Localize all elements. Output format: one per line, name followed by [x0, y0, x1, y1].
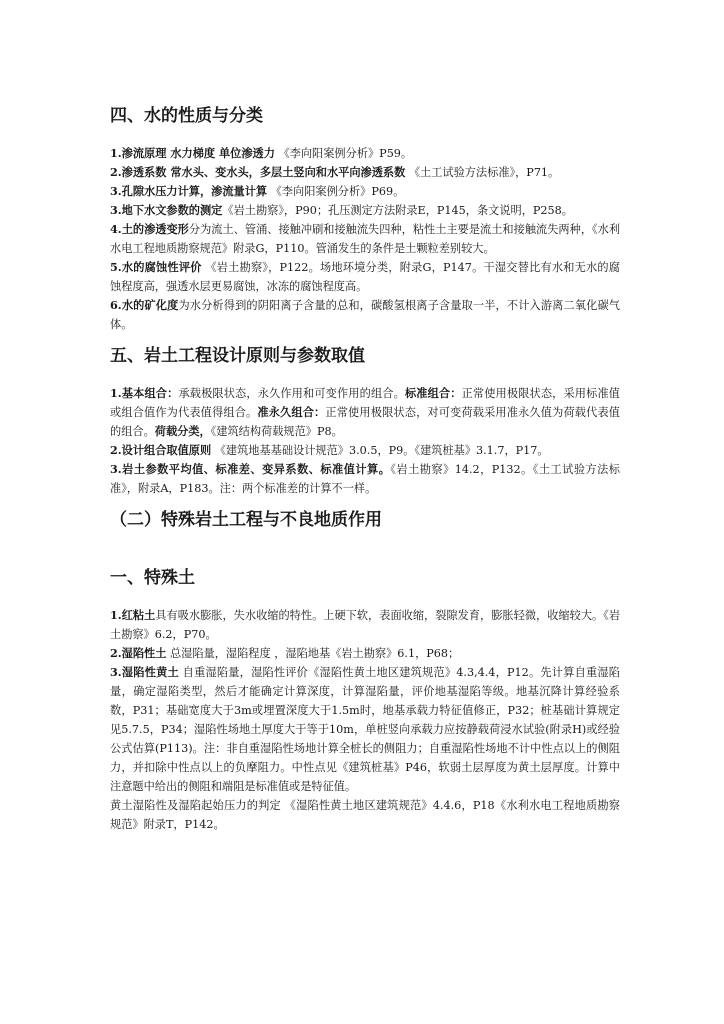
bold-term: 标准组合：: [404, 386, 462, 400]
bold-term: 3.孔隙水压力计算，渗流量计算: [110, 184, 268, 198]
paragraph: [110, 460, 620, 498]
paragraph-text: 《土工试验方法标准》，P71。: [405, 166, 560, 179]
paragraph-text: 自重湿陷量，湿陷性评价《湿陷性黄土地区建筑规范》4.3,4.4，P12。先计算自重湿陷量，确定湿陷类型，然后才能确定计算深度，计算湿陷量，评价地基湿陷等级。地基沉降计算经验系数，P31；基础宽度大于3m或埋置深度大于1.5m时，地基承载力特征值修正，P32；桩基础计算规定见5.7.5，P34；湿陷性场地土厚度大于等于10m，单桩竖向承载力应按静载荷浸水试验(附录H)或经验公式估算(P113)。注：非自重湿陷性场地计算全桩长的侧阻力；自重湿陷性场地不计中性点以上的侧阻力，并扣除中性点以上的负摩阻力。中性点见《建筑桩基》P46，软弱土层厚度为黄土层厚度。计算中注意题中给出的侧阻和端阻是标准值或是特征值。: [110, 666, 620, 793]
bold-term: 荷载分类，: [154, 424, 211, 438]
paragraph-text: 为水分析得到的阴阳离子含量的总和，碳酸氢根离子含量取一半，不计入游离二氧化碳气体。: [110, 299, 620, 331]
bold-term: 1.红粘土: [110, 608, 156, 622]
paragraph: [110, 441, 620, 460]
paragraph: [110, 258, 620, 296]
bold-term: 1.渗流原理 水力梯度 单位渗透力: [110, 146, 275, 160]
section-heading-special-soil: 一、特殊土: [110, 568, 195, 588]
paragraph: [110, 384, 620, 441]
paragraph: [110, 296, 620, 334]
paragraph: [110, 144, 620, 163]
bold-term: 4.土的渗透变形: [110, 222, 189, 236]
paragraph-text: 《岩土勘察》14.2，P132。《土工试验方法标准》，附录A，P183。注：两个标准差的计算不一样。: [110, 463, 620, 495]
paragraph-text: 承载极限状态，永久作用和可变作用的组合。: [178, 387, 405, 400]
bold-term: 2.渗透系数 常水头、变水头，多层土竖向和水平向渗透系数: [110, 165, 406, 179]
bold-term: 6.水的矿化度: [110, 298, 179, 312]
section-heading-design: 五、岩土工程设计原则与参数取值: [110, 346, 365, 366]
bold-term: 2.湿陷性土: [110, 646, 167, 660]
paragraph: [110, 220, 620, 258]
paragraph-text: 《李向阳案例分析》P59。: [274, 147, 413, 160]
paragraph-text: 正常使用极限状态，对可变荷载采用准永久值为荷载代表值的组合。: [110, 406, 620, 438]
paragraph-text: 《李向阳案例分析》P69。: [267, 185, 405, 198]
paragraph-text: 黄土湿陷性及湿陷起始压力的判定 《湿陷性黄土地区建筑规范》4.4.6，P18《水利水电工程地质勘察规范》附录T，P142。: [110, 799, 620, 831]
bold-term: 2.设计组合取值原则: [110, 443, 212, 457]
document-page: [110, 104, 620, 834]
bold-term: 3.湿陷性黄土: [110, 665, 179, 679]
paragraph: [110, 201, 620, 220]
paragraph-text: 《建筑地基基础设计规范》3.0.5，P9。《建筑桩基》3.1.7，P17。: [211, 444, 549, 457]
part-heading: （二）特殊岩土工程与不良地质作用: [110, 510, 382, 530]
paragraph: [110, 796, 620, 834]
bold-term: 5.水的腐蚀性评价: [110, 260, 202, 274]
paragraph-text: 具有吸水膨胀，失水收缩的特性。上硬下软，表面收缩，裂隙发育，膨胀轻微，收缩较大。《岩土勘察》6.2，P70。: [110, 609, 621, 641]
section-heading-water: 四、水的性质与分类: [110, 106, 263, 126]
paragraph: [110, 606, 620, 644]
paragraph-text: 总湿陷量，湿陷程度 ，湿陷地基《岩土勘察》6.1，P68；: [166, 647, 460, 660]
paragraph-text: 《岩土勘察》，P90；孔压测定方法附录E，P145，条文说明，P258。: [222, 204, 573, 217]
paragraph: [110, 644, 620, 663]
paragraph: [110, 163, 620, 182]
paragraph-text: 分为流土、管涌、接触冲刷和接触流失四种，粘性土主要是流土和接触流失两种，《水利水电工程地质勘察规范》附录G，P110。管涌发生的条件是土颗粒差别较大。: [110, 223, 621, 255]
paragraph-text: 正常使用极限状态，采用标准值或组合值作为代表值得组合。: [110, 387, 620, 419]
bold-term: 准永久组合：: [257, 405, 326, 419]
paragraph: [110, 182, 620, 201]
paragraph-text: 《建筑结构荷载规范》P8。: [210, 425, 343, 438]
paragraph: [110, 663, 620, 796]
bold-term: 1.基本组合：: [110, 386, 179, 400]
paragraph-text: 《岩土勘察》，P122。场地环境分类，附录G，P147。干湿交替比有水和无水的腐蚀程度高，强透水层更易腐蚀，冰冻的腐蚀程度高。: [110, 261, 620, 293]
bold-term: 3.岩土参数平均值、标准差、变异系数、标准值计算。: [110, 462, 391, 476]
bold-term: 3.地下水文参数的测定: [110, 203, 223, 217]
